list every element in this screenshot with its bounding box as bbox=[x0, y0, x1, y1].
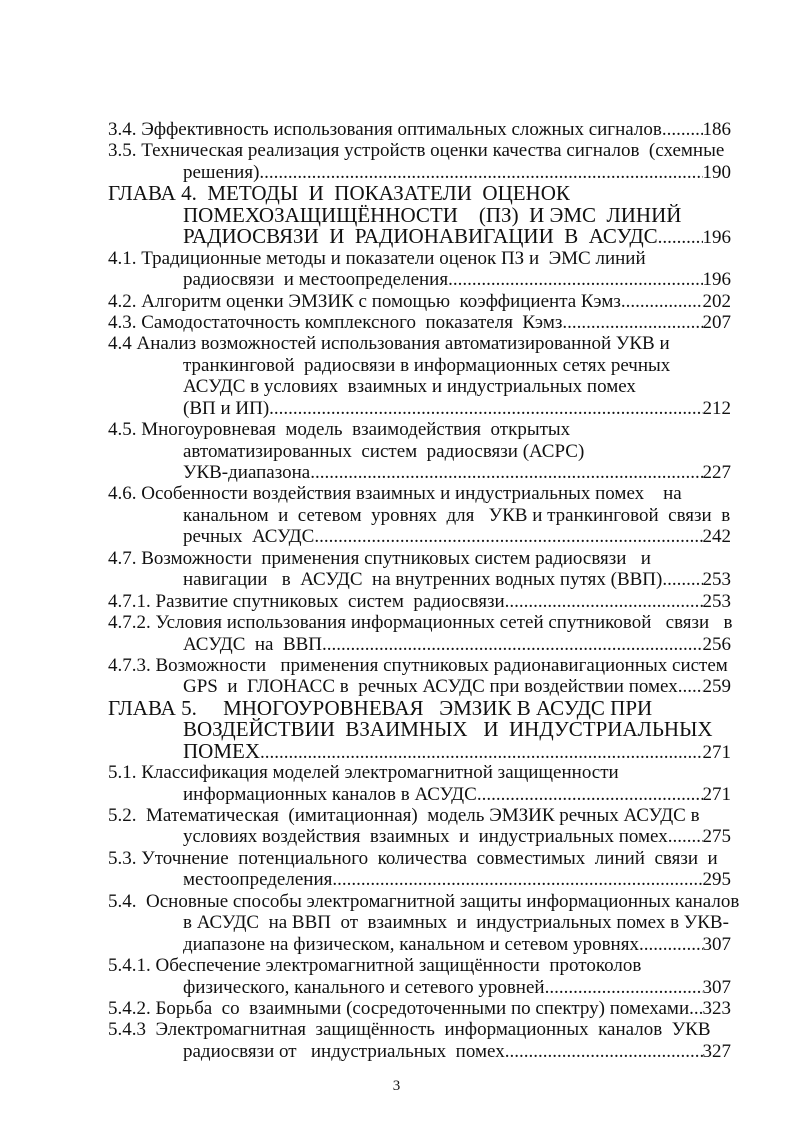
entry-title-text: 5.1. Классификация моделей электромагнитной защищенности bbox=[108, 762, 619, 784]
entry-title-text: 4.7.3. Возможности применения спутниковых радионавигационных систем bbox=[108, 654, 728, 676]
toc-entry[interactable] bbox=[108, 291, 731, 312]
dot-leader bbox=[505, 591, 703, 612]
entry-title-text: автоматизированных систем радиосвязи (АСРС) bbox=[183, 440, 585, 462]
toc-line bbox=[108, 738, 731, 763]
entry-title-text: 3.4. Эффективность использования оптимальных сложных сигналов bbox=[108, 119, 662, 140]
entry-page-number: 256 bbox=[702, 633, 731, 655]
entry-title-text: 5.2. Математическая (имитационная) модель ЭМЗИК речных АСУДС в bbox=[108, 805, 700, 826]
entry-title-text: транкинговой радиосвязи в информационных сетях речных bbox=[183, 354, 671, 376]
toc-line bbox=[108, 569, 731, 590]
entry-page-number: 190 bbox=[702, 161, 731, 183]
toc-entry[interactable] bbox=[108, 612, 731, 655]
toc-line bbox=[108, 998, 731, 1019]
entry-title-text: 4.7.1. Развитие спутниковых систем радиосвязи bbox=[108, 590, 505, 612]
toc-line bbox=[108, 784, 731, 805]
dot-leader bbox=[662, 119, 703, 140]
entry-title-text: 4.6. Особенности воздействия взаимных и индустриальных помех на bbox=[108, 483, 682, 505]
toc-line bbox=[108, 462, 731, 483]
entry-page-number: 295 bbox=[702, 869, 731, 891]
toc-entry[interactable] bbox=[108, 548, 731, 591]
entry-page-number: 196 bbox=[702, 269, 731, 291]
entry-title-text: 4.3. Самодостаточность комплексного показателя Кэмз bbox=[108, 311, 563, 333]
chapter-title-text: РАДИОСВЯЗИ И РАДИОНАВИГАЦИИ В АСУДС bbox=[183, 224, 658, 249]
entry-page-number: 275 bbox=[702, 826, 731, 848]
entry-page-number: 307 bbox=[702, 933, 731, 955]
entry-page-number: 196 bbox=[702, 227, 731, 249]
entry-page-number: 186 bbox=[702, 119, 731, 140]
toc-line bbox=[108, 162, 731, 183]
dot-leader bbox=[322, 634, 702, 655]
toc-line bbox=[108, 526, 731, 547]
toc-line bbox=[108, 634, 731, 655]
entry-page-number: 202 bbox=[702, 290, 731, 312]
entry-title-text: 5.4.3 Электромагнитная защищённость информационных каналов УКВ bbox=[108, 1019, 711, 1041]
entry-title-text: канальном и сетевом уровнях для УКВ и транкинговой связи в bbox=[183, 504, 731, 526]
toc-line bbox=[108, 762, 731, 783]
entry-page-number: 259 bbox=[702, 676, 731, 698]
entry-title-text: 5.3. Уточнение потенциального количества совместимых линий связи и bbox=[108, 847, 718, 869]
entry-page-number: 271 bbox=[702, 741, 731, 763]
chapter-title-text: ПОМЕХОЗАЩИЩЁННОСТИ (ПЗ) И ЭМС ЛИНИЙ bbox=[183, 202, 682, 227]
entry-page-number: 323 bbox=[702, 997, 731, 1019]
toc-line bbox=[108, 119, 731, 140]
chapter-title-text: ПОМЕХ bbox=[183, 738, 260, 763]
page-number: 3 bbox=[392, 1078, 401, 1094]
toc-line bbox=[108, 955, 731, 976]
entry-page-number: 253 bbox=[702, 569, 731, 591]
entry-page-number: 307 bbox=[702, 976, 731, 998]
toc-entry[interactable] bbox=[108, 591, 731, 612]
toc-entry[interactable] bbox=[108, 312, 731, 333]
entry-title-text: речных АСУДС bbox=[183, 526, 315, 548]
chapter-title-text: ГЛАВА 4. МЕТОДЫ И ПОКАЗАТЕЛИ ОЦЕНОК bbox=[108, 181, 570, 206]
entry-title-text: местоопределения bbox=[183, 869, 333, 891]
toc-line bbox=[108, 695, 731, 720]
toc-line bbox=[108, 890, 740, 912]
toc-line bbox=[108, 676, 731, 697]
toc-line bbox=[108, 655, 731, 676]
entry-title-text: навигации в АСУДС на внутренних водных путях (ВВП) bbox=[183, 569, 663, 591]
toc-line bbox=[108, 419, 731, 440]
toc-line bbox=[108, 869, 731, 890]
entry-title-text: 5.4. Основные способы электромагнитной защиты информационных каналов bbox=[108, 890, 740, 912]
entry-title-text: диапазоне на физическом, канальном и сетевом уровнях bbox=[183, 933, 639, 955]
dot-leader bbox=[689, 998, 702, 1019]
entry-title-text: в АСУДС на ВВП от взаимных и индустриальных помех в УКВ- bbox=[183, 912, 729, 934]
toc-line bbox=[108, 591, 731, 612]
dot-leader bbox=[658, 227, 703, 248]
entry-title-text: условиях воздействия взаимных и индустриальных помех bbox=[183, 826, 668, 848]
toc-line bbox=[108, 826, 731, 847]
toc-line bbox=[108, 612, 731, 633]
toc-entry[interactable] bbox=[108, 483, 731, 547]
toc-entry[interactable] bbox=[108, 998, 731, 1019]
toc-line bbox=[108, 226, 731, 247]
toc-line bbox=[108, 291, 731, 312]
entry-title-text: 4.7.2. Условия использования информационных сетей спутниковой связи в bbox=[108, 612, 733, 634]
entry-page-number: 227 bbox=[702, 462, 731, 483]
toc-entry[interactable] bbox=[108, 805, 731, 848]
entry-page-number: 212 bbox=[702, 397, 731, 419]
toc-entry[interactable] bbox=[108, 419, 731, 483]
toc-line bbox=[108, 183, 731, 204]
toc-line bbox=[108, 441, 731, 462]
toc-line bbox=[108, 805, 731, 826]
toc-line bbox=[108, 355, 731, 376]
toc-entry[interactable] bbox=[108, 1019, 731, 1062]
toc-line bbox=[108, 934, 731, 955]
table-of-contents bbox=[108, 119, 740, 1062]
toc-line bbox=[108, 1041, 731, 1062]
entry-page-number: 207 bbox=[702, 311, 731, 333]
entry-page-number: 242 bbox=[702, 526, 731, 548]
dot-leader bbox=[269, 398, 702, 419]
dot-leader bbox=[448, 269, 702, 290]
dot-leader bbox=[662, 569, 702, 590]
entry-title-text: УКВ-диапазона bbox=[183, 462, 311, 483]
toc-line bbox=[108, 202, 731, 227]
entry-page-number: 327 bbox=[702, 1040, 731, 1062]
toc-line bbox=[108, 719, 731, 740]
toc-entry[interactable] bbox=[108, 119, 731, 140]
entry-page-number: 271 bbox=[702, 783, 731, 805]
dot-leader bbox=[678, 676, 703, 697]
toc-line bbox=[108, 376, 731, 397]
toc-entry[interactable] bbox=[108, 140, 731, 183]
entry-title-text: информационных каналов в АСУДС bbox=[183, 783, 477, 805]
entry-title-text: 4.2. Алгоритм оценки ЭМЗИК с помощью коэффициента Кэмз bbox=[108, 290, 621, 312]
entry-title-text: 4.1. Традиционные методы и показатели оценок ПЗ и ЭМС линий bbox=[108, 247, 646, 269]
dot-leader bbox=[505, 1041, 703, 1062]
entry-title-text: 5.4.2. Борьба со взаимными (сосредоточенными по спектру) помехами bbox=[108, 997, 690, 1019]
toc-entry[interactable] bbox=[108, 333, 731, 419]
entry-title-text: 4.5. Многоуровневая модель взаимодействия открытых bbox=[108, 419, 571, 441]
toc-line bbox=[108, 248, 731, 269]
dot-leader bbox=[314, 526, 702, 547]
toc-chapter-entry[interactable] bbox=[108, 695, 731, 763]
entry-title-text: радиосвязи от индустриальных помех bbox=[183, 1040, 505, 1062]
toc-entry[interactable] bbox=[108, 655, 731, 698]
dot-leader bbox=[260, 742, 703, 763]
entry-title-text: GPS и ГЛОНАСС в речных АСУДС при воздействии помех bbox=[183, 676, 678, 698]
toc-line bbox=[108, 312, 731, 333]
dot-leader bbox=[332, 869, 702, 890]
dot-leader bbox=[668, 826, 703, 847]
entry-title-text: решения) bbox=[183, 161, 260, 183]
toc-entry[interactable] bbox=[108, 848, 731, 891]
dot-leader bbox=[545, 977, 703, 998]
entry-page-number: 253 bbox=[702, 590, 731, 612]
toc-entry[interactable] bbox=[108, 762, 731, 805]
toc-entry[interactable] bbox=[108, 955, 731, 998]
chapter-title-text: ВОЗДЕЙСТВИИ ВЗАИМНЫХ И ИНДУСТРИАЛЬНЫХ bbox=[183, 717, 713, 742]
toc-line bbox=[108, 548, 731, 569]
toc-entry[interactable] bbox=[108, 248, 731, 291]
toc-line bbox=[108, 483, 731, 504]
toc-line bbox=[108, 1019, 731, 1040]
dot-leader bbox=[639, 934, 703, 955]
entry-title-text: 3.5. Техническая реализация устройств оценки качества сигналов (схемные bbox=[108, 140, 725, 162]
toc-line bbox=[108, 140, 731, 161]
dot-leader bbox=[477, 784, 703, 805]
entry-title-text: 5.4.1. Обеспечение электромагнитной защищённости протоколов bbox=[108, 955, 642, 977]
entry-title-text: 4.4 Анализ возможностей использования автоматизированной УКВ и bbox=[108, 333, 670, 355]
toc-chapter-entry[interactable] bbox=[108, 183, 731, 247]
dot-leader bbox=[562, 312, 702, 333]
entry-title-text: АСУДС в условиях взаимных и индустриальных помех bbox=[183, 376, 636, 398]
entry-title-text: 4.7. Возможности применения спутниковых систем радиосвязи и bbox=[108, 547, 651, 569]
entry-title-text: АСУДС на ВВП bbox=[183, 633, 323, 655]
toc-line bbox=[108, 505, 731, 526]
dot-leader bbox=[621, 291, 703, 312]
toc-entry[interactable] bbox=[108, 890, 740, 955]
toc-line bbox=[108, 912, 731, 933]
entry-title-text: (ВП и ИП) bbox=[183, 397, 270, 419]
dot-leader bbox=[259, 162, 702, 183]
chapter-title-text: ГЛАВА 5. МНОГОУРОВНЕВАЯ ЭМЗИК В АСУДС ПРИ bbox=[108, 695, 653, 720]
toc-line bbox=[108, 333, 731, 354]
toc-line bbox=[108, 269, 731, 290]
entry-title-text: радиосвязи и местоопределения bbox=[183, 269, 449, 291]
toc-line bbox=[108, 398, 731, 419]
toc-line bbox=[108, 848, 731, 869]
entry-title-text: физического, канального и сетевого уровней bbox=[183, 976, 545, 998]
toc-line bbox=[108, 977, 731, 998]
dot-leader bbox=[310, 462, 702, 483]
